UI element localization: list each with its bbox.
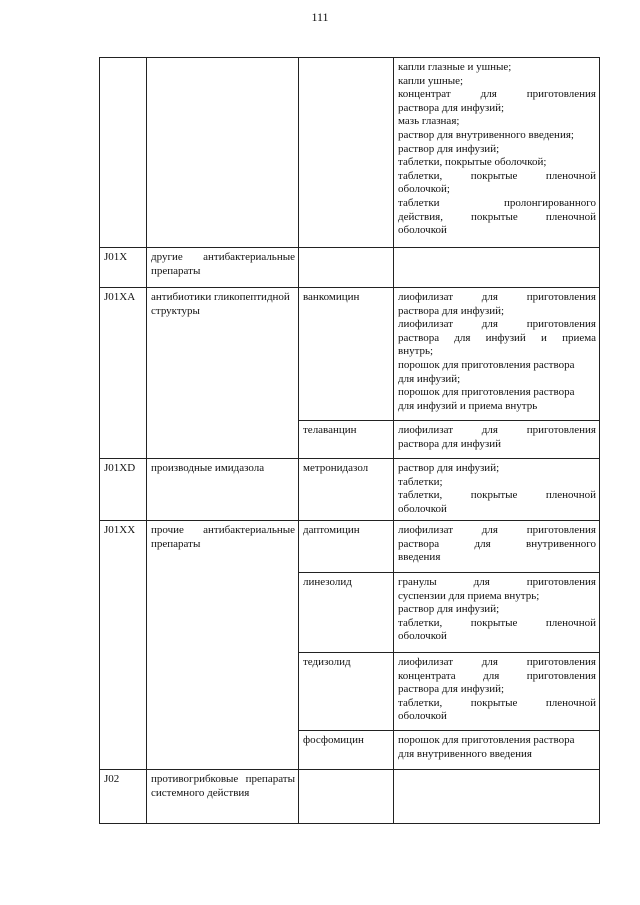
atc-code-cell: J02 [100,770,147,824]
atc-code-cell: J01X [100,248,147,288]
dosage-form-line: гранулы для приготовления [398,576,596,588]
page-number: 111 [311,10,329,24]
dosage-forms-cell [394,288,600,421]
substance-cell [299,770,394,824]
dosage-form-line: лиофилизат для приготовления [398,318,596,331]
dosage-form-line: порошок для приготовления раствора [398,358,575,371]
dosage-forms-cell [394,770,600,824]
dosage-form-line: раствора для инфузий [398,437,501,450]
table-row [100,770,600,824]
dosage-form-line: таблетки, покрытые пленочной [398,696,596,709]
atc-code-cell [100,58,147,248]
atc-code-cell: J01XD [100,459,147,521]
dosage-form-line: лиофилизат для приготовления [398,524,596,536]
group-cell: другие антибактериальные препараты [147,248,299,288]
drug-classification-table [99,57,600,824]
group-cell: антибиотики гликопептидной структуры [147,288,299,459]
substance-cell: метронидазол [299,459,394,521]
table-row [100,288,600,421]
dosage-form-line: оболочкой [398,630,447,643]
dosage-form-line: таблетки, покрытые пленочной [398,616,596,629]
dosage-form-line: раствора для инфузий; [398,304,505,317]
dosage-form-line: внутрь; [398,345,434,358]
dosage-form-line: раствора для инфузий; [398,101,505,114]
dosage-form-line: порошок для приготовления раствора [398,734,575,746]
substance-cell: даптомицин [299,521,394,573]
dosage-form-line: для инфузий; [398,372,461,385]
dosage-form-line: концентрата для приготовления [398,669,596,682]
dosage-form-line: оболочкой [398,224,447,237]
dosage-form-line: раствор для внутривенного введения; [398,128,574,141]
dosage-form-line: лиофилизат для приготовления [398,291,596,303]
group-cell: противогрибковые препараты системного действия [147,770,299,824]
dosage-forms-cell [394,521,600,573]
dosage-form-line: раствора для инфузий и приема [398,331,596,344]
dosage-form-line: раствора для внутривенного [398,537,596,550]
substance-cell: тедизолид [299,653,394,731]
dosage-forms-cell [394,58,600,248]
substance-cell [299,248,394,288]
dosage-form-line: суспензии для приема внутрь; [398,589,540,602]
dosage-forms-cell [394,653,600,731]
dosage-form-line: лиофилизат для приготовления [398,656,596,668]
dosage-form-line: таблетки пролонгированного [398,196,596,209]
dosage-form-line: таблетки; [398,475,443,488]
dosage-form-line: таблетки, покрытые оболочкой; [398,156,547,169]
dosage-form-line: таблетки, покрытые пленочной [398,489,596,502]
group-cell [147,58,299,248]
dosage-form-line: раствор для инфузий; [398,142,500,155]
dosage-form-line: действия, покрытые пленочной [398,210,596,223]
dosage-form-line: раствор для инфузий; [398,462,500,474]
dosage-form-line: раствора для инфузий; [398,683,505,696]
dosage-form-line: капли ушные; [398,74,464,87]
dosage-form-line: введения [398,551,441,564]
substance-cell [299,58,394,248]
dosage-form-line: лиофилизат для приготовления [398,424,596,436]
table-row [100,521,600,573]
dosage-form-line: капли глазные и ушные; [398,61,512,73]
dosage-form-line: оболочкой [398,502,447,515]
table-row [100,459,600,521]
dosage-form-line: концентрат для приготовления [398,88,596,101]
table-row [100,248,600,288]
atc-code-cell: J01XA [100,288,147,459]
dosage-form-line: для инфузий и приема внутрь [398,399,538,412]
dosage-form-line: мазь глазная; [398,115,460,128]
dosage-forms-cell [394,573,600,653]
dosage-forms-cell [394,248,600,288]
dosage-forms-cell [394,731,600,770]
dosage-forms-cell [394,421,600,459]
atc-code-cell: J01XX [100,521,147,770]
dosage-form-line: оболочкой [398,710,447,723]
dosage-form-line: раствор для инфузий; [398,603,500,616]
substance-cell: телаванцин [299,421,394,459]
dosage-forms-cell [394,459,600,521]
substance-cell: фосфомицин [299,731,394,770]
dosage-form-line: порошок для приготовления раствора [398,386,575,399]
group-cell: прочие антибактериальные препараты [147,521,299,770]
dosage-form-line: для внутривенного введения [398,747,532,760]
substance-cell: ванкомицин [299,288,394,421]
group-cell: производные имидазола [147,459,299,521]
substance-cell: линезолид [299,573,394,653]
dosage-form-line: таблетки, покрытые пленочной [398,169,596,182]
dosage-form-line: оболочкой; [398,183,450,196]
table-row [100,58,600,248]
